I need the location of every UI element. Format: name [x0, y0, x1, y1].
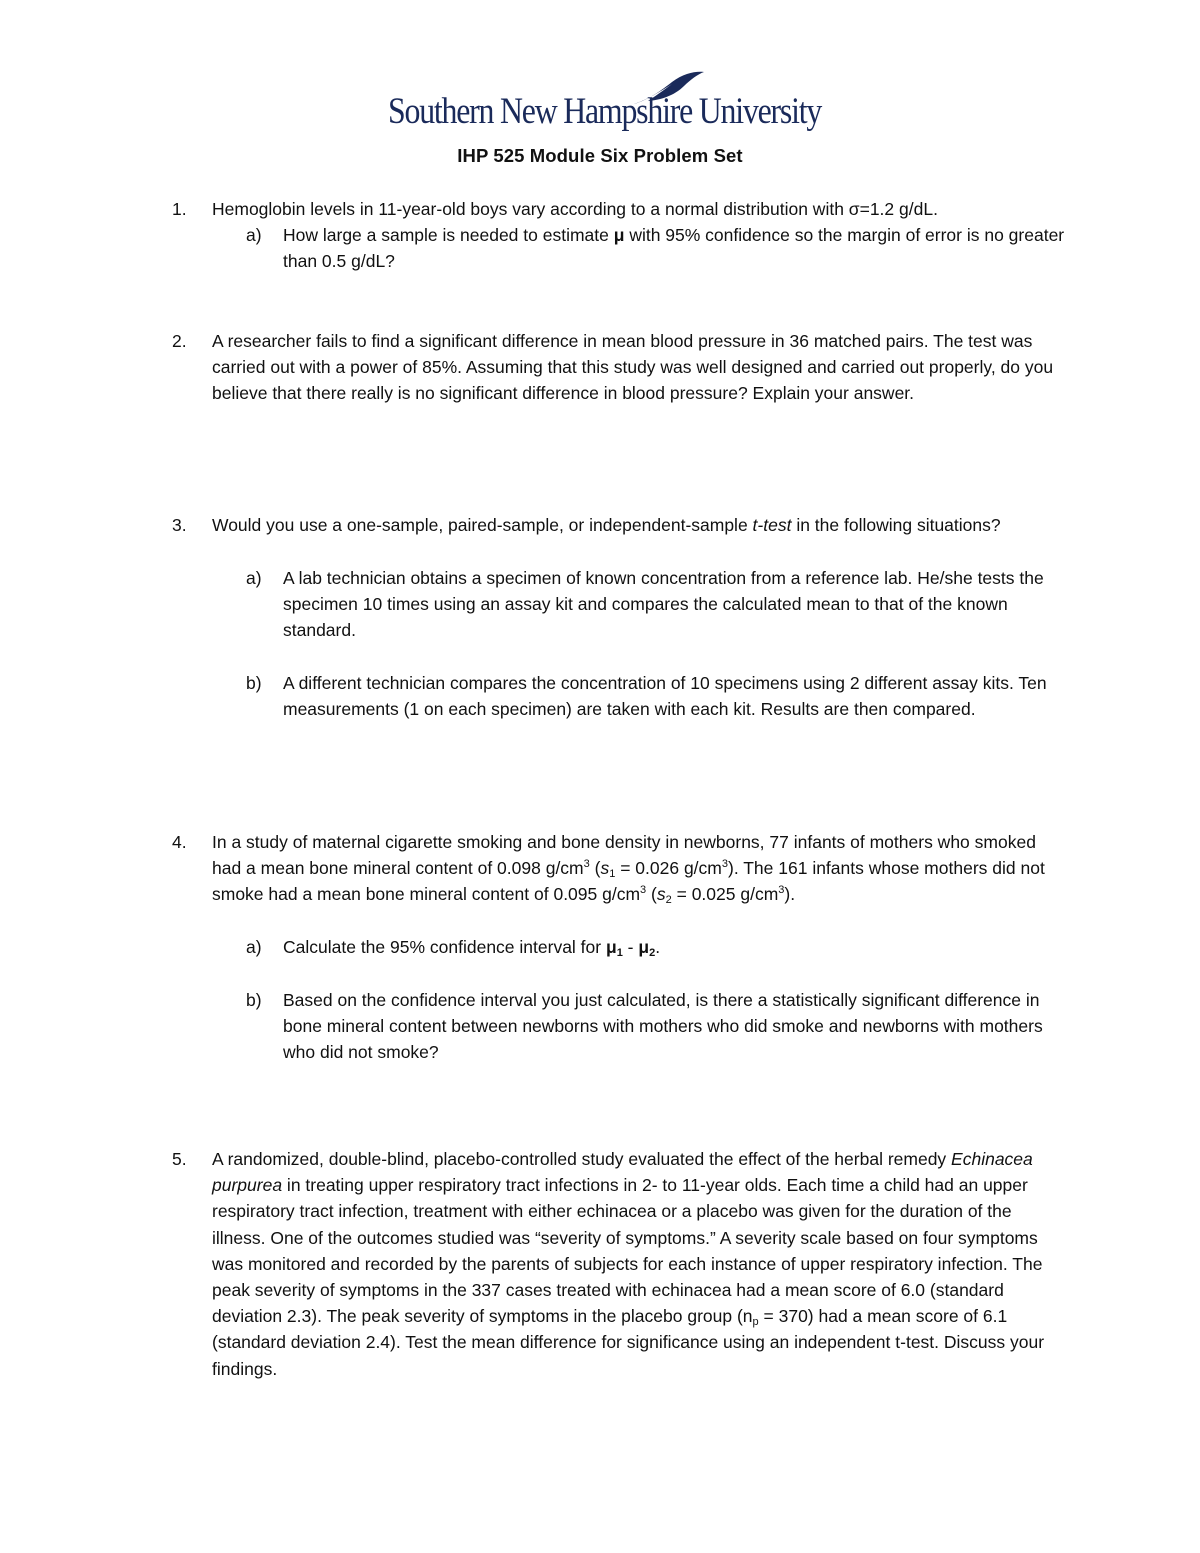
question-text: A researcher fails to find a significant difference in mean blood pressure in 36 matched pairs. The test was carried out with a power of 85%. Assuming that this study was well designed and carried out properly, do you believe that there really is no significant difference in blood pressure? Explain your answer. — [212, 331, 1054, 404]
question-number: 2. — [172, 331, 187, 351]
sub-question-label: b) — [246, 990, 262, 1010]
question-text: Would you use a one-sample, paired-sample, or independent-sample t-test in the following situations? — [212, 515, 1001, 535]
sub-question-text: How large a sample is needed to estimate μ with 95% confidence so the margin of error is no greater than 0.5 g/dL? — [283, 225, 1065, 272]
sub-question-label: a) — [246, 937, 262, 957]
logo-text: Southern New Hampshire University — [388, 91, 822, 132]
university-logo — [388, 70, 822, 136]
sub-question-text: Based on the confidence interval you just calculated, is there a statistically significant difference in bone mineral content between newborns with mothers who did smoke and newborns with mothers who did not smoke? — [283, 990, 1043, 1063]
sub-question-text: A lab technician obtains a specimen of known concentration from a reference lab. He/she tests the specimen 10 times using an assay kit and compares the calculated mean to that of the known standard. — [283, 568, 1044, 641]
question-number: 4. — [172, 832, 187, 852]
sub-question-label: b) — [246, 673, 262, 693]
sub-question-label: a) — [246, 225, 262, 245]
question-text: Hemoglobin levels in 11-year-old boys vary according to a normal distribution with σ=1.2 g/dL. — [212, 199, 938, 219]
sub-question-text: A different technician compares the concentration of 10 specimens using 2 different assay kits. Ten measurements (1 on each specimen) are taken with each kit. Results are then compared. — [283, 673, 1047, 720]
sub-question-label: a) — [246, 568, 262, 588]
sub-question-text: Calculate the 95% confidence interval for $\mu_1 - \mu_2$. — [283, 937, 661, 959]
question-number: 5. — [172, 1149, 187, 1169]
question-number: 1. — [172, 199, 187, 219]
question-number: 3. — [172, 515, 187, 535]
page-title: IHP 525 Module Six Problem Set — [457, 145, 743, 166]
question-text: In a study of maternal cigarette smoking and bone density in newborns, 77 infants of mothers who smoked had a mean bone mineral content of 0.098 $g/cm^3$ ($s_1 = 0.026$ $g/cm^3$). The 161 infants whose mothers did not smoke had a mean bone mineral content of 0.095 $g/cm^3$ ($s_2 = 0.025$ $g/cm^3$). — [212, 832, 1045, 907]
question-text: A randomized, double-blind, placebo-controlled study evaluated the effect of the herbal remedy Echinacea purpurea in treating upper respiratory tract infections in 2- to 11-year olds. Each time a child had an upper respiratory tract infection, treatment with either echinacea or a placebo was given for the duration of the illness. One of the outcomes studied was “severity of symptoms.” A severity scale based on four symptoms was monitored and recorded by the parents of subjects for each instance of upper respiratory infection. The peak severity of symptoms in the 337 cases treated with echinacea had a mean score of 6.0 (standard deviation 2.3). The peak severity of symptoms in the placebo group $(n_p = 370)$ had a mean score of 6.1 (standard deviation 2.4). Test the mean difference for significance using an independent t-test. Discuss your findings. — [212, 1149, 1045, 1379]
